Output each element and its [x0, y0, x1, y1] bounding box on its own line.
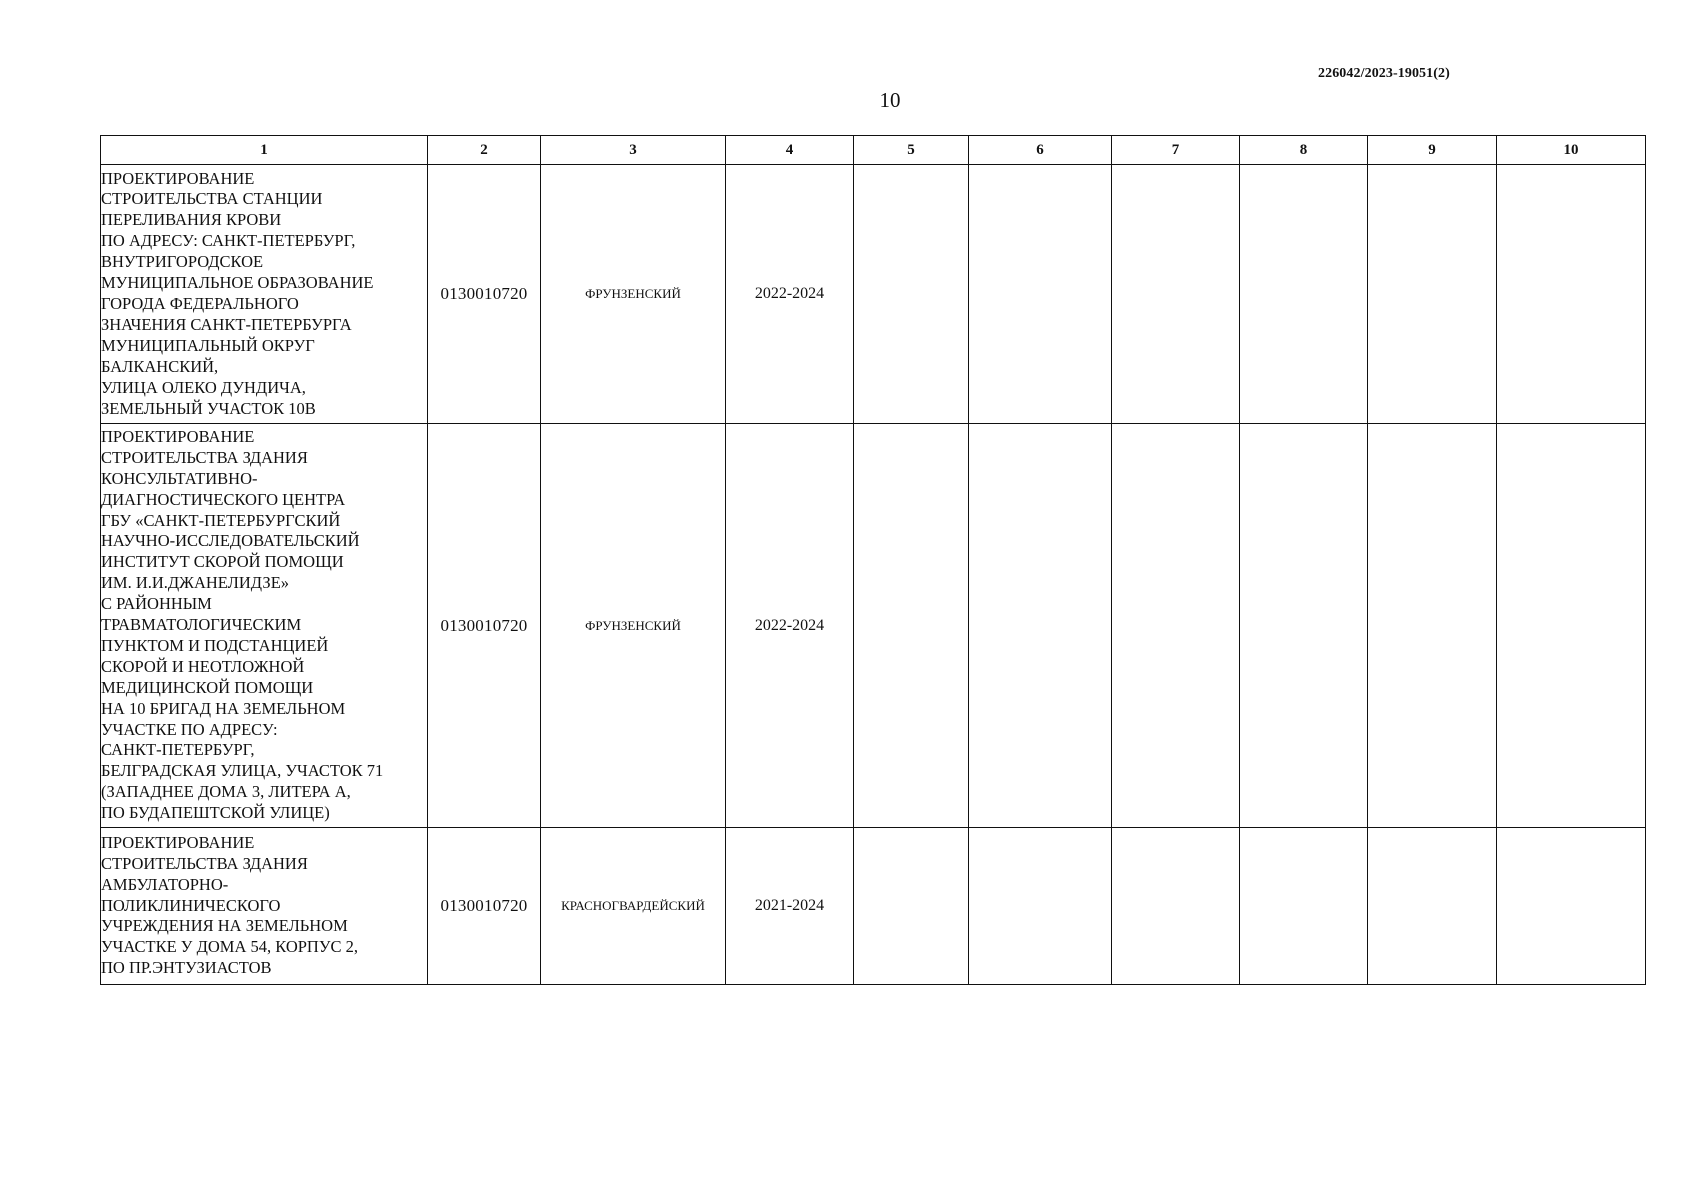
column-header: 1	[101, 136, 428, 165]
period-cell: 2022-2024	[726, 424, 854, 828]
empty-cell	[1240, 165, 1368, 424]
empty-cell	[1368, 828, 1497, 985]
district-cell: ФРУНЗЕНСКИЙ	[541, 424, 726, 828]
period-cell: 2021-2024	[726, 828, 854, 985]
code-cell: 0130010720	[428, 165, 541, 424]
table-row	[101, 424, 1646, 828]
empty-cell	[969, 424, 1112, 828]
column-header: 7	[1112, 136, 1240, 165]
object-name-cell: ПРОЕКТИРОВАНИЕ СТРОИТЕЛЬСТВА СТАНЦИИ ПЕРЕЛИВАНИЯ КРОВИ ПО АДРЕСУ: САНКТ-ПЕТЕРБУРГ, ВНУТРИГОРОДСКОЕ МУНИЦИПАЛЬНОЕ ОБРАЗОВАНИЕ ГОРОДА ФЕДЕРАЛЬНОГО ЗНАЧЕНИЯ САНКТ-ПЕТЕРБУРГА МУНИЦИПАЛЬНЫЙ ОКРУГ БАЛКАНСКИЙ, УЛИЦА ОЛЕКО ДУНДИЧА, ЗЕМЕЛЬНЫЙ УЧАСТОК 10В	[101, 165, 428, 424]
empty-cell	[1240, 424, 1368, 828]
empty-cell	[1112, 424, 1240, 828]
empty-cell	[1497, 165, 1646, 424]
empty-cell	[969, 828, 1112, 985]
empty-cell	[1368, 424, 1497, 828]
district-cell: КРАСНОГВАРДЕЙСКИЙ	[541, 828, 726, 985]
period-cell: 2022-2024	[726, 165, 854, 424]
page-number: 10	[879, 88, 901, 112]
column-header: 6	[969, 136, 1112, 165]
document-registration-number: 226042/2023-19051(2)	[1318, 66, 1450, 81]
empty-cell	[854, 424, 969, 828]
empty-cell	[1240, 828, 1368, 985]
empty-cell	[854, 165, 969, 424]
object-name-cell: ПРОЕКТИРОВАНИЕ СТРОИТЕЛЬСТВА ЗДАНИЯ АМБУЛАТОРНО- ПОЛИКЛИНИЧЕСКОГО УЧРЕЖДЕНИЯ НА ЗЕМЕЛЬНОМ УЧАСТКЕ У ДОМА 54, КОРПУС 2, ПО ПР.ЭНТУЗИАСТОВ	[101, 828, 428, 985]
column-header: 9	[1368, 136, 1497, 165]
column-number-row	[101, 136, 1646, 165]
empty-cell	[969, 165, 1112, 424]
object-name-cell: ПРОЕКТИРОВАНИЕ СТРОИТЕЛЬСТВА ЗДАНИЯ КОНСУЛЬТАТИВНО- ДИАГНОСТИЧЕСКОГО ЦЕНТРА ГБУ «САНКТ-ПЕТЕРБУРГСКИЙ НАУЧНО-ИССЛЕДОВАТЕЛЬСКИЙ ИНСТИТУТ СКОРОЙ ПОМОЩИ ИМ. И.И.ДЖАНЕЛИДЗЕ» С РАЙОННЫМ ТРАВМАТОЛОГИЧЕСКИМ ПУНКТОМ И ПОДСТАНЦИЕЙ СКОРОЙ И НЕОТЛОЖНОЙ МЕДИЦИНСКОЙ ПОМОЩИ НА 10 БРИГАД НА ЗЕМЕЛЬНОМ УЧАСТКЕ ПО АДРЕСУ: САНКТ-ПЕТЕРБУРГ, БЕЛГРАДСКАЯ УЛИЦА, УЧАСТОК 71 (ЗАПАДНЕЕ ДОМА 3, ЛИТЕРА А, ПО БУДАПЕШТСКОЙ УЛИЦЕ)	[101, 424, 428, 828]
column-header: 2	[428, 136, 541, 165]
objects-table	[100, 135, 1646, 985]
column-header: 4	[726, 136, 854, 165]
empty-cell	[1112, 828, 1240, 985]
table-row	[101, 828, 1646, 985]
code-cell: 0130010720	[428, 424, 541, 828]
table-row	[101, 165, 1646, 424]
district-cell: ФРУНЗЕНСКИЙ	[541, 165, 726, 424]
empty-cell	[1368, 165, 1497, 424]
column-header: 10	[1497, 136, 1646, 165]
empty-cell	[854, 828, 969, 985]
column-header: 5	[854, 136, 969, 165]
empty-cell	[1497, 424, 1646, 828]
empty-cell	[1112, 165, 1240, 424]
empty-cell	[1497, 828, 1646, 985]
column-header: 8	[1240, 136, 1368, 165]
column-header: 3	[541, 136, 726, 165]
code-cell: 0130010720	[428, 828, 541, 985]
